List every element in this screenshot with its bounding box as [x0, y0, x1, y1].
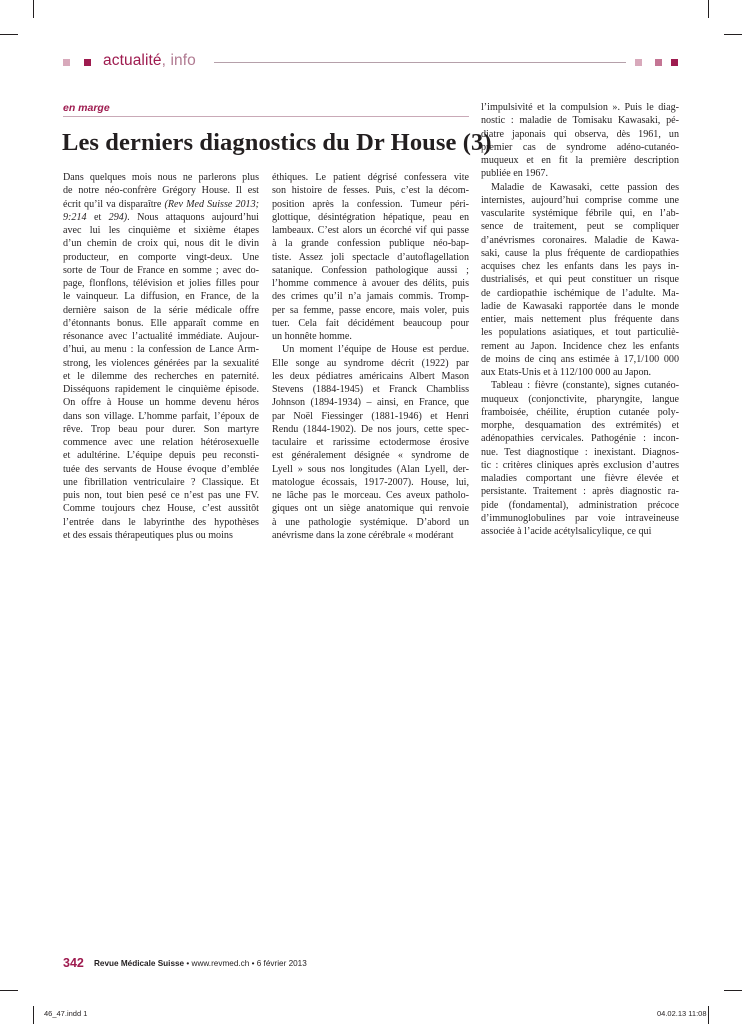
text-line: page, flonflons, télévision et jolies filles pour — [63, 278, 259, 289]
text-line: sorte de Tour de France en somme ; avec do- — [63, 264, 259, 276]
text-line: l’homme commence à avouer des délits, puis — [272, 278, 469, 289]
text-line: les deux pédiatres américains Albert Mason — [272, 370, 469, 382]
text-line: acquises chez les enfants dans les pays in- — [481, 261, 679, 272]
header-square-dark — [671, 59, 678, 66]
text-line: morphe, desquamation des extrémités) et — [481, 420, 679, 431]
text-line: premier cas de syndrome adéno-cutanéo- — [481, 141, 679, 153]
journal-name: Revue Médicale Suisse — [94, 959, 185, 968]
journal-details: • www.revmed.ch • 6 février 2013 — [184, 959, 307, 968]
text-line: d’anévrismes coronaires. Maladie de Kawa- — [481, 234, 679, 246]
text-line: Elle songe au syndrome décrit (1922) par — [272, 357, 469, 369]
text-line: vascularite systémique fébrile qui, en l’ab- — [481, 208, 679, 219]
text-line: avec lui les cinquième et sixième étapes — [63, 225, 259, 236]
text-line: strong, les violences générées par la sexualité — [63, 357, 259, 369]
print-timestamp: 04.02.13 11:08 — [657, 1009, 707, 1018]
article-title: Les derniers diagnostics du Dr House (3) — [62, 129, 492, 156]
text-line: maladies comportant une fièvre élevée et — [481, 473, 679, 484]
article-kicker: en marge — [63, 102, 110, 114]
text-line: par Noël Fiessinger (1881-1946) et Henri — [272, 410, 469, 422]
crop-mark — [724, 34, 742, 35]
text-line: à la grande confession publique néo-bap- — [272, 238, 469, 250]
crop-mark — [0, 990, 18, 991]
header-square-light — [635, 59, 642, 66]
text-line: framboisée, chéilite, éruption cutanée poly- — [481, 406, 679, 418]
text-line: taculaire et rarissime ectodermose érosive — [272, 437, 469, 448]
article-column-1 — [63, 171, 259, 542]
text-line: résonance avec l’actualité immédiate. Aujour- — [63, 331, 259, 342]
text-line: dernière saison de la série médicale offre — [63, 304, 259, 316]
text-line: Dans quelques mois nous ne parlerons plus — [63, 172, 259, 183]
text-line: d’immunoglobulines par voie intraveineuse — [481, 512, 679, 524]
text-line: d’un chemin de croix qui, nous dit le divin — [63, 238, 259, 250]
text-line: Rendu (1844-1902). De nos jours, cette spec- — [272, 423, 469, 435]
text-line: tuée des servants de House évoque d’emblée — [63, 463, 259, 475]
text-line: commence avec une relation hétérosexuelle — [63, 437, 259, 448]
text-line: et le dilemme des recherches en paternité. — [63, 370, 259, 382]
text-line: ne lâche pas le morceau. Ces aveux patholo- — [272, 490, 469, 501]
text-line: Disséquons rapidement le cinquième épisode. — [63, 384, 259, 395]
crop-mark — [724, 990, 742, 991]
text-line: adénopathies cervicales. Pathogénie : incon- — [481, 433, 679, 445]
crop-mark — [708, 0, 709, 18]
text-line: écrit qu’il va disparaître (Rev Med Suisse 2013; — [63, 198, 259, 210]
header-square-dark — [84, 59, 91, 66]
header-square-light — [63, 59, 70, 66]
text-line: son histoire de fesses. Puis, c’est la décom- — [272, 185, 469, 197]
text-line: On offre à House un homme devenu héros — [63, 397, 259, 409]
citation: (Rev Med Suisse 2013; — [164, 198, 259, 210]
text-line: à une pathologie systémique. D’abord un — [272, 516, 469, 528]
text-line: Johnson (1894-1934) – ainsi, en France, que — [272, 397, 469, 409]
text-line: internistes, aujourd’hui comprise comme une — [481, 194, 679, 206]
text-line: muqueux (conjonctivite, pharyngite, langue — [481, 393, 679, 405]
header-rule — [214, 62, 626, 63]
text-line: de notre néo-confrère Grégory House. Il est — [63, 185, 259, 197]
text-line: et des essais thérapeutiques plus ou moins — [63, 529, 233, 541]
text-line: satanique. Confession pathologique aussi ; — [272, 264, 469, 276]
text-line: rement au Japon. Incidence chez les enfants — [481, 340, 679, 352]
article-column-2 — [272, 171, 469, 542]
text-line: anévrisme dans la zone cérébrale « modérant — [272, 529, 454, 541]
text-line: giques ont un siège anatomique qui renvoie — [272, 503, 469, 515]
text-line: 9:214 et 294). Nous attaquons aujourd’hui — [63, 211, 259, 223]
text-line: associée à l’acide acétylsalicylique, ce qui — [481, 526, 652, 537]
section-label — [103, 52, 196, 70]
text-line: d’hui, au menu : la confession de Lance Arm- — [63, 344, 259, 356]
file-slug: 46_47.indd 1 — [44, 1009, 88, 1018]
crop-mark — [33, 0, 34, 18]
text-line: l’impulsivité et la compulsion ». Puis le diag- — [481, 102, 679, 113]
article-column-3 — [481, 101, 679, 538]
text-line: entier, mais nettement plus fréquente dans — [481, 314, 679, 325]
text-line: Tableau : fièvre (constante), signes cutanéo- — [491, 380, 679, 392]
text-line: Stevens (1884-1945) et Franck Chambliss — [272, 384, 469, 395]
text-line: nue. Test diagnostique : inexistant. Diagnos- — [481, 446, 679, 458]
text-line: Lyell » sous nos longitudes (Alan Lyell, der- — [272, 463, 469, 475]
text-line: tic : critères cliniques après exclusion d’autres — [481, 459, 679, 471]
section-name: actualité — [103, 52, 162, 69]
text-line: dans son village. L’homme parfait, l’époux de — [63, 410, 259, 422]
text-line: un honnête homme. — [272, 331, 352, 342]
text-line: saki, cause la plus fréquente de cardiopathies — [481, 247, 679, 259]
crop-mark — [33, 1006, 34, 1024]
crop-mark — [0, 34, 18, 35]
text-line: l’entrée dans le labyrinthe des hypothèses — [63, 516, 259, 528]
text-line: rêve. Trop beau pour durer. Son martyre — [63, 423, 259, 435]
text-line: Un moment l’équipe de House est perdue. — [282, 344, 469, 356]
text-line: est généralement désignée « syndrome de — [272, 450, 469, 462]
text-line: et adultérine. L’équipe depuis peu reconsti- — [63, 450, 259, 462]
text-line: Comme toujours chez House, c’est aussitôt — [63, 503, 259, 515]
citation: 9:214 — [63, 211, 87, 223]
kicker-rule — [63, 116, 469, 117]
text-line: de cardiopathie ischémique de l’adulte. Ma- — [481, 287, 679, 299]
text-line: Maladie de Kawasaki, cette passion des — [491, 181, 679, 193]
text-line: des crimes qu’il n’a jamais commis. Tromp- — [272, 291, 469, 303]
text-line: une fibrillation ventriculaire ? Classique. Et — [63, 476, 259, 488]
text-line: publiée en 1967. — [481, 168, 548, 180]
text-line: les populations asiatiques, et tout particuliè- — [481, 327, 679, 339]
text-line: glottique, désintégration hépatique, peau en — [272, 211, 469, 223]
text-line: de moins de cinq ans estimée à 17,1/100 000 — [481, 353, 679, 365]
text-line: muqueux et en fit la première description — [481, 155, 679, 166]
text-line: diatre japonais qui observa, dès 1961, un — [481, 128, 679, 140]
text-line: dustrialisés, et qui peut constituer un risque — [481, 274, 679, 286]
crop-mark — [708, 1006, 709, 1024]
page-number: 342 — [63, 956, 84, 970]
text-line: pide (fondamental), administration précoce — [481, 499, 679, 511]
header-square-dark — [655, 59, 662, 66]
journal-credit — [94, 959, 307, 968]
text-line: tuer. Cela fait décidément beaucoup pour — [272, 317, 469, 329]
text-line: persistante. Traitement : après diagnostic ra- — [481, 486, 679, 498]
text-line: per sa femme, passe encore, mais voler, puis — [272, 304, 469, 316]
text-line: producteur, en comporte vingt-deux. Une — [63, 251, 259, 263]
subsection-name: info — [170, 52, 196, 69]
text-line: d’étonnants bonus. Elle apparaît comme en — [63, 317, 259, 329]
text-line: éthiques. Le patient dégrisé confessera vite — [272, 172, 469, 183]
text-line: aux Etats-Unis et à 112/100 000 au Japon. — [481, 367, 652, 378]
text-line: puis non, tout bien pesé ce n’est pas une FV. — [63, 490, 259, 501]
text-line: position après la confession. Tumeur péri- — [272, 198, 469, 210]
text-line: tiste. Assez joli spectacle d’autoflagellation — [272, 251, 469, 263]
text-line: lambeaux. C’est alors un écorché vif qui passe — [272, 225, 469, 236]
text-line: sence de traitement, peut se compliquer — [481, 221, 679, 233]
citation: 294) — [108, 211, 128, 223]
text-line: ladie de Kawasaki rapportée dans le monde — [481, 300, 679, 312]
text-line: matologue écossais, 1917-2007). House, lui, — [272, 476, 469, 488]
section-separator: , — [161, 52, 171, 69]
text-line: nostic : maladie de Tomisaku Kawasaki, pé- — [481, 115, 679, 127]
text-line: le vainqueur. La diffusion, en France, de la — [63, 291, 259, 303]
